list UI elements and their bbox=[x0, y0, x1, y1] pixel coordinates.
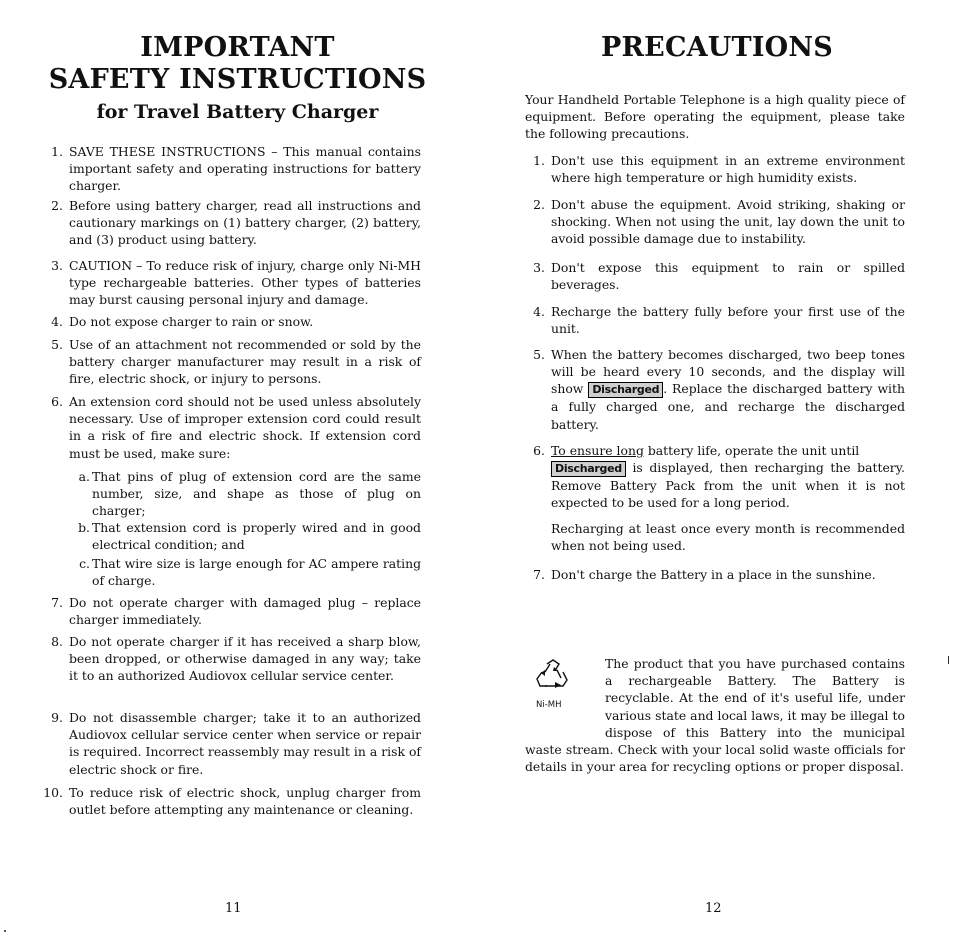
item-text-b: is displayed, then recharging the battery. Remove Battery Pack from the unit when it is not expected to be used for a long period. bbox=[551, 460, 905, 511]
item-text: Recharge the battery fully before your first use of the unit. bbox=[551, 304, 905, 337]
item-text: Do not operate charger if it has received a sharp blow, been dropped, or otherwise damaged in any way; take it to an authorized Audiovox cellular service center. bbox=[69, 634, 421, 684]
recycle-note-text: The product that you have purchased contains a rechargeable Battery. The Battery is recyclable. At the end of it's useful life, under various state and local laws, it may be illegal to dispose of this Battery into the municipal waste stream. Check with your local solid waste officials for details in your area for recycling options or proper disposal. bbox=[525, 656, 905, 775]
precautions-intro: Your Handheld Portable Telephone is a high quality piece of equipment. Before operating the equipment, please take the following precautions. bbox=[525, 92, 905, 142]
item-text-underlined: To ensure long bbox=[551, 443, 644, 458]
precaution-item-2 bbox=[533, 196, 905, 248]
safety-item-4 bbox=[51, 313, 421, 330]
item-text: To reduce risk of electric shock, unplug charger from outlet before attempting any maintenance or cleaning. bbox=[69, 785, 421, 818]
precaution-item-6-note bbox=[551, 520, 905, 554]
item-number: 10. bbox=[43, 785, 63, 800]
right-title-block bbox=[517, 32, 917, 64]
page-number: 12 bbox=[705, 901, 722, 916]
safety-item-5 bbox=[51, 336, 421, 388]
item-text: An extension cord should not be used unless absolutely necessary. Use of improper extension cord could result in a risk of fire and electric shock. If extension cord must be used, make sure: bbox=[69, 394, 421, 461]
item-number: 3. bbox=[533, 260, 545, 275]
item-letter: a. bbox=[78, 469, 90, 484]
item-text: Before using battery charger, read all instructions and cautionary markings on (1) battery charger, (2) battery, and (3) product using battery. bbox=[69, 198, 421, 248]
scan-edge-mark bbox=[948, 656, 949, 664]
item-text-b: . Replace the discharged battery with a fully charged one, and recharge the discharged battery. bbox=[551, 381, 905, 432]
left-title-block bbox=[40, 32, 435, 124]
safety-subitem-c bbox=[79, 555, 421, 589]
item-text-a: battery life, operate the unit until bbox=[647, 443, 860, 458]
recycle-note bbox=[525, 655, 905, 775]
item-text: That pins of plug of extension cord are the same number, size, and shape as those of plug on charger; bbox=[92, 469, 421, 519]
item-letter: c. bbox=[79, 556, 90, 571]
title-important: IMPORTANT bbox=[140, 32, 335, 63]
precaution-item-6 bbox=[533, 442, 905, 512]
precaution-item-4 bbox=[533, 303, 905, 337]
item-number: 2. bbox=[51, 198, 63, 213]
item-text: SAVE THESE INSTRUCTIONS – This manual contains important safety and operating instructions for battery charger. bbox=[69, 144, 421, 194]
recycle-label: Ni-MH bbox=[536, 700, 562, 710]
precaution-item-5 bbox=[533, 346, 905, 433]
item-text: Do not operate charger with damaged plug – replace charger immediately. bbox=[69, 595, 421, 628]
item-number: 6. bbox=[51, 394, 63, 409]
safety-item-2 bbox=[51, 197, 421, 249]
item-number: 8. bbox=[51, 634, 63, 649]
precaution-item-7 bbox=[533, 566, 905, 583]
recycle-float-spacer bbox=[525, 655, 605, 725]
item-text: Recharging at least once every month is recommended when not being used. bbox=[551, 521, 905, 554]
item-letter: b. bbox=[78, 520, 90, 535]
item-text: Use of an attachment not recommended or sold by the battery charger manufacturer may result in a risk of fire, electric shock, or injury to persons. bbox=[69, 337, 421, 387]
page-number: 11 bbox=[225, 901, 242, 916]
item-text: Don't expose this equipment to rain or spilled beverages. bbox=[551, 260, 905, 293]
item-number: 9. bbox=[51, 710, 63, 725]
item-text: That extension cord is properly wired and in good electrical condition; and bbox=[92, 520, 421, 553]
item-text: That wire size is large enough for AC ampere rating of charge. bbox=[92, 556, 421, 589]
discharged-lcd-indicator: Discharged bbox=[588, 382, 663, 398]
item-text-a: When the battery becomes discharged, two beep tones will be heard every 10 seconds, and the display will show bbox=[551, 347, 905, 397]
precaution-item-1 bbox=[533, 152, 905, 186]
item-text: Don't abuse the equipment. Avoid striking, shaking or shocking. When not using the unit, lay down the unit to avoid possible damage due to instability. bbox=[551, 197, 905, 247]
item-number: 5. bbox=[51, 337, 63, 352]
item-text: Do not expose charger to rain or snow. bbox=[69, 314, 314, 329]
safety-subitem-a bbox=[78, 468, 421, 520]
safety-item-1 bbox=[51, 143, 421, 195]
item-number: 2. bbox=[533, 197, 545, 212]
item-text: Don't charge the Battery in a place in the sunshine. bbox=[551, 567, 876, 582]
item-number: 4. bbox=[533, 304, 545, 319]
safety-item-9 bbox=[51, 709, 421, 778]
title-safety-instructions: SAFETY INSTRUCTIONS bbox=[48, 64, 427, 95]
item-number: 5. bbox=[533, 347, 545, 362]
safety-item-3 bbox=[51, 257, 421, 309]
item-number: 3. bbox=[51, 258, 63, 273]
discharged-lcd-indicator: Discharged bbox=[551, 461, 626, 477]
precaution-item-3 bbox=[533, 259, 905, 293]
safety-item-10 bbox=[43, 784, 421, 818]
item-number: 7. bbox=[51, 595, 63, 610]
item-number: 4. bbox=[51, 314, 63, 329]
safety-item-6 bbox=[51, 393, 421, 462]
item-text: Don't use this equipment in an extreme environment where high temperature or high humidity exists. bbox=[551, 153, 905, 186]
item-number: 7. bbox=[533, 567, 545, 582]
title-precautions: PRECAUTIONS bbox=[601, 32, 833, 63]
subtitle-charger: for Travel Battery Charger bbox=[96, 101, 379, 123]
item-text: CAUTION – To reduce risk of injury, charge only Ni-MH type rechargeable batteries. Other types of batteries may burst causing personal injury and damage. bbox=[69, 258, 421, 308]
item-text: Do not disassemble charger; take it to an authorized Audiovox cellular service center when service or repair is required. Incorrect reassembly may result in a risk of electric shock or fire. bbox=[69, 710, 421, 777]
scan-dot bbox=[4, 930, 6, 932]
safety-item-8 bbox=[51, 633, 421, 685]
safety-subitem-b bbox=[78, 519, 421, 553]
item-number: 6. bbox=[533, 443, 545, 458]
item-number: 1. bbox=[51, 144, 63, 159]
item-number: 1. bbox=[533, 153, 545, 168]
safety-item-7 bbox=[51, 594, 421, 628]
